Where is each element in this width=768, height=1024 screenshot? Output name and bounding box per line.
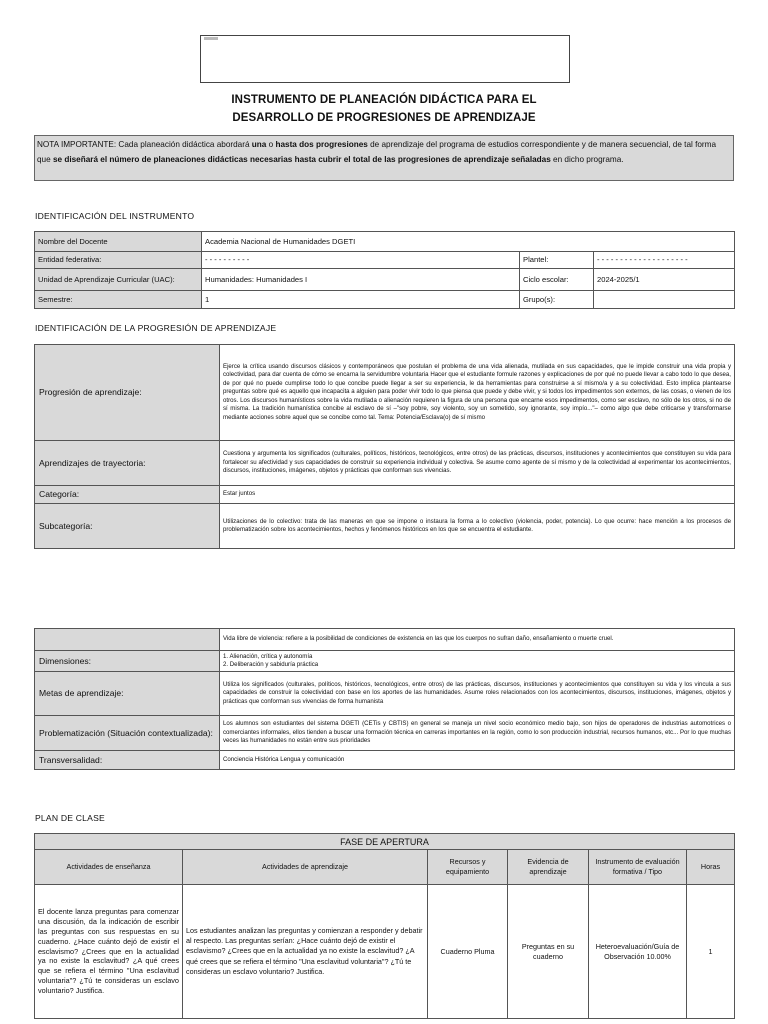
ciclo-label: Ciclo escolar:: [520, 269, 594, 291]
subcategoria-value: Utilizaciones de lo colectivo: trata de las maneras en que se impone o instaura la forma a lo colectivo (violencia, poder, potencia). Lo que ocurre: hace mención a los procesos de problematización sobre los acontecimientos, hechos y fenómenos históricos en los que se encuentra el estudiante.: [220, 504, 735, 549]
grupo-label: Grupo(s):: [520, 291, 594, 309]
semestre-value: 1: [202, 291, 520, 309]
problematizacion-label: Problematización (Situación contextualizada):: [35, 716, 220, 751]
instrument-table: [34, 231, 735, 309]
plan-table: [34, 833, 735, 1019]
grupo-value: [594, 291, 735, 309]
section-plan-de-clase: PLAN DE CLASE: [35, 813, 105, 823]
section-identificacion-progresion: IDENTIFICACIÓN DE LA PROGRESIÓN DE APRENDIZAJE: [35, 323, 277, 333]
cell-evidencia: Preguntas en su cuaderno: [508, 885, 589, 1019]
doc-title-line1: INSTRUMENTO DE PLANEACIÓN DIDÁCTICA PARA EL: [231, 94, 537, 106]
transversalidad-value: Conciencia Histórica Lengua y comunicación: [220, 751, 735, 770]
important-note: NOTA IMPORTANTE: Cada planeación didáctica abordará una o hasta dos progresiones de aprendizaje del programa de estudios correspondiente y de manera secuencial, de tal forma que se diseñará el número de planeaciones didácticas necesarias hasta cubrir el total de las progresiones de aprendizaje señaladas en dicho programa.: [34, 135, 734, 181]
progresion-label: Progresión de aprendizaje:: [35, 345, 220, 441]
trayectoria-label: Aprendizajes de trayectoria:: [35, 441, 220, 486]
header-evidencia: Evidencia de aprendizaje: [508, 850, 589, 885]
dimension-1: 1. Alienación, crítica y autonomía: [223, 652, 313, 660]
phase-header: FASE DE APERTURA: [35, 834, 735, 850]
entidad-value: - - - - - - - - - -: [202, 252, 520, 269]
categoria-value: Estar juntos: [220, 486, 735, 504]
logo-placeholder: [200, 35, 570, 83]
logo-image: [204, 37, 218, 40]
progression-table: [34, 344, 735, 549]
progression-table-continued: [34, 628, 735, 770]
section-identificacion-instrumento: IDENTIFICACIÓN DEL INSTRUMENTO: [35, 211, 195, 221]
dimensiones-value: [220, 651, 735, 672]
uac-value: Humanidades: Humanidades I: [202, 269, 520, 291]
problematizacion-value: Los alumnos son estudiantes del sistema DGETI (CETis y CBTIS) en general se maneja un nivel socio económico medio bajo, son hijos de operadores de industrias automotrices o comerciantes informales, ellos tienden a buscar una formación técnica en carreras importantes en la región, como lo son producción industrial, recursos humanos, etc... Por lo que muchas veces las humanidades no están entre sus prioridades: [220, 716, 735, 751]
plantel-label: Plantel:: [520, 252, 594, 269]
cell-actividades-aprendizaje: Los estudiantes analizan las preguntas y comienzan a responder y debatir al respecto. Las preguntas serían: ¿Hace cuánto dejó de existir el esclavismo? ¿Crees que en la actualidad ya no existe la esclavitud? ¿A qué crees que se refiera el término "Una esclavitud voluntaria"? ¿Tú te consideras un esclavo voluntario? Justifica.: [183, 885, 428, 1019]
plantel-value: - - - - - - - - - - - - - - - - - - - -: [594, 252, 735, 269]
cell-horas: 1: [687, 885, 735, 1019]
header-horas: Horas: [687, 850, 735, 885]
ciclo-value: 2024-2025/1: [594, 269, 735, 291]
docente-value: Academia Nacional de Humanidades DGETI: [202, 232, 735, 252]
transversalidad-label: Transversalidad:: [35, 751, 220, 770]
docente-label: Nombre del Docente: [35, 232, 202, 252]
vida-libre-value: Vida libre de violencia: refiere a la posibilidad de condiciones de existencia en las que los cuerpos no sufran daño, ensañamiento o muerte cruel.: [220, 629, 735, 651]
metas-value: Utiliza los significados (culturales, políticos, históricos, tecnológicos, entre otros) de las prácticas, discursos, instituciones y acontecimientos que constituyen su vida y los vincula a sus capacidades de construir la colectividad con base en los aportes de las humanidades. Asume roles relacionados con los acontecimientos, discursos, instituciones, imágenes, objetos y prácticas que conforman sus vivencias de forma humanista: [220, 672, 735, 716]
header-recursos: Recursos y equipamiento: [428, 850, 508, 885]
subcategoria-label: Subcategoría:: [35, 504, 220, 549]
vida-label-empty: [35, 629, 220, 651]
semestre-label: Semestre:: [35, 291, 202, 309]
metas-label: Metas de aprendizaje:: [35, 672, 220, 716]
doc-title-line2: DESARROLLO DE PROGRESIONES DE APRENDIZAJE: [232, 112, 536, 124]
progresion-value: Ejerce la crítica usando discursos clásicos y contemporáneos que postulan el problema de una vida alienada, mutilada en sus capacidades, que le impide construir una vida propia y colectividad, para dar cuenta de cómo se encarna la servidumbre voluntaria Hacer que el estudiante formule razones y explicaciones de por qué no puede llevar a cabo todo lo que desea, de por qué no puede cumplirse todo lo que concibe puede llegar a ser su experiencia, le da herramientas para construirse a sí mismo/a y a su colectividad. Esto implica plantearse preguntas sobre qué es aquello que incapacita a alguien para poder vivir todo lo que piensa que puede y debe vivir, y si todos los impedimentos son externos, de las cosas, o vienen de los otros. Los discursos humanísticos sobre la vida mutilada o alienación requieren la figura de una persona que encarne esos impedimentos, como ser esclavo, no sólo de los otros, si no de sí misma. La tradición humanística concibe al esclavo de sí –"soy pobre, soy violento, soy un sometido, soy ignorante, soy impío..."– como algo que debe criticarse y transformarse mediante acciones sobre aquel que se concibe como tal. Tema: Potencia/Esclava(o) de sí mismo: [220, 345, 735, 441]
dimension-2: 2. Deliberación y sabiduría práctica: [223, 661, 319, 668]
uac-label: Unidad de Aprendizaje Curricular (UAC):: [35, 269, 202, 291]
header-aprendizaje: Actividades de aprendizaje: [183, 850, 428, 885]
header-ensenanza: Actividades de enseñanza: [35, 850, 183, 885]
cell-instrumento: Heteroevaluación/Guía de Observación 10.00%: [589, 885, 687, 1019]
dimensiones-label: Dimensiones:: [35, 651, 220, 672]
cell-recursos: Cuaderno Pluma: [428, 885, 508, 1019]
cell-actividades-ensenanza: El docente lanza preguntas para comenzar una discusión, da la indicación de escribir las preguntas con sus respuestas en su cuaderno. ¿Hace cuánto dejó de existir el esclavismo? ¿Crees que en la actualidad ya no existe la esclavitud? ¿A qué crees que se refiera el término "Una esclavitud voluntaria"? ¿Tú te consideras un esclavo voluntario? Justifica.: [35, 885, 183, 1019]
entidad-label: Entidad federativa:: [35, 252, 202, 269]
header-instrumento: Instrumento de evaluación formativa / Tipo: [589, 850, 687, 885]
trayectoria-value: Cuestiona y argumenta los significados (culturales, políticos, históricos, tecnológicos, entre otros) de las prácticas, discursos, instituciones y acontecimientos que constituyen su vida para fortalecer su afectividad y sus capacidades de construir su experiencia individual y colectiva. Se asume como agente de sí mismo y de la colectividad al experimentar los acontecimientos, discursos, instituciones, imágenes, objetos y prácticas que conforman sus vivencias.: [220, 441, 735, 486]
categoria-label: Categoría:: [35, 486, 220, 504]
